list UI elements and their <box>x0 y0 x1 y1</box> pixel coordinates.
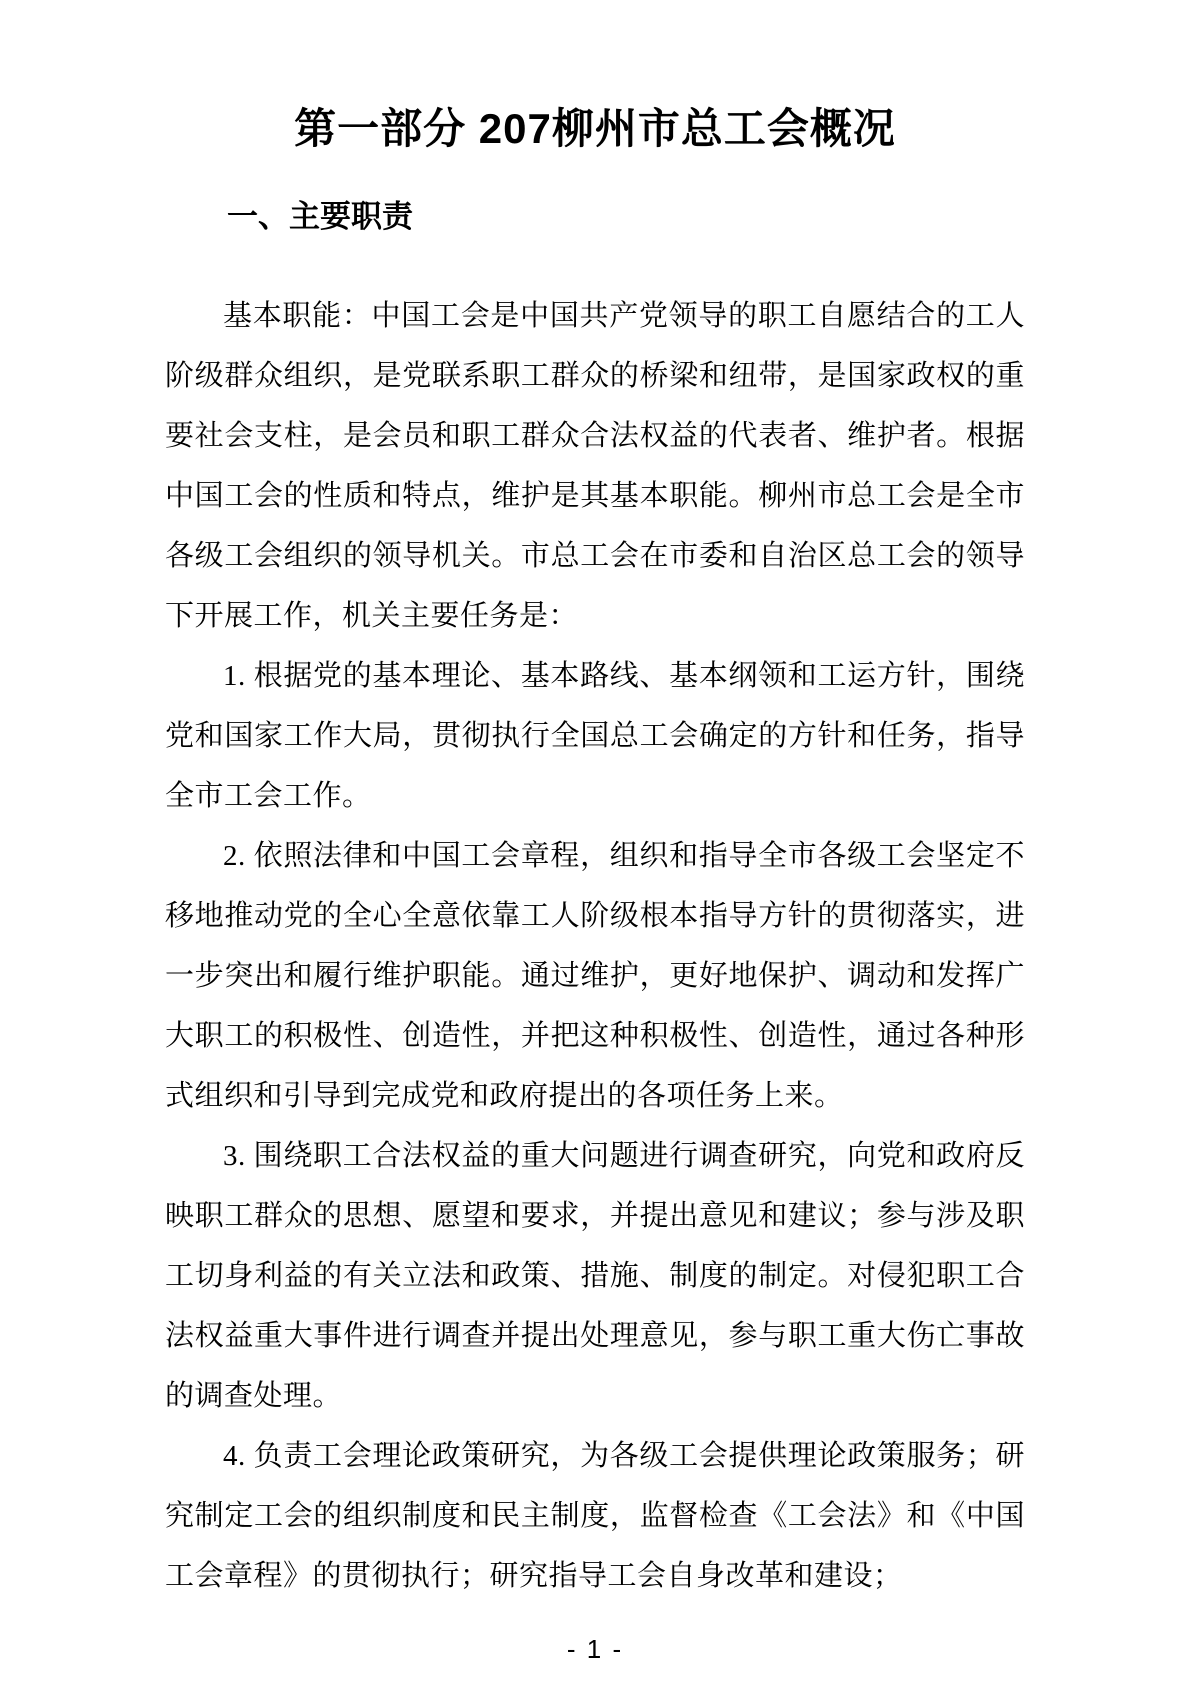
paragraph-task-2: 2. 依照法律和中国工会章程，组织和指导全市各级工会坚定不移地推动党的全心全意依靠工人阶级根本指导方针的贯彻落实，进一步突出和履行维护职能。通过维护，更好地保护、调动和发挥广大职工的积极性、创造性，并把这种积极性、创造性，通过各种形式组织和引导到完成党和政府提出的各项任务上来。 <box>165 840 1025 1112</box>
document-body <box>165 286 1025 1606</box>
paragraph-basic-functions: 基本职能：中国工会是中国共产党领导的职工自愿结合的工人阶级群众组织，是党联系职工群众的桥梁和纽带，是国家政权的重要社会支柱，是会员和职工群众合法权益的代表者、维护者。根据中国工会的性质和特点，维护是其基本职能。柳州市总工会是全市各级工会组织的领导机关。市总工会在市委和自治区总工会的领导下开展工作，机关主要任务是： <box>165 300 1025 632</box>
page-number: - 1 - <box>566 1634 624 1664</box>
paragraph-task-1: 1. 根据党的基本理论、基本路线、基本纲领和工运方针，围绕党和国家工作大局，贯彻执行全国总工会确定的方针和任务，指导全市工会工作。 <box>165 660 1025 812</box>
document-title: 第一部分 207柳州市总工会概况 <box>294 105 896 152</box>
paragraph-task-4: 4. 负责工会理论政策研究，为各级工会提供理论政策服务；研究制定工会的组织制度和民主制度，监督检查《工会法》和《中国工会章程》的贯彻执行；研究指导工会自身改革和建设； <box>165 1440 1025 1592</box>
section-heading: 一、主要职责 <box>227 199 413 234</box>
paragraph-task-3: 3. 围绕职工合法权益的重大问题进行调查研究，向党和政府反映职工群众的思想、愿望和要求，并提出意见和建议；参与涉及职工切身利益的有关立法和政策、措施、制度的制定。对侵犯职工合法权益重大事件进行调查并提出处理意见，参与职工重大伤亡事故的调查处理。 <box>165 1140 1025 1412</box>
